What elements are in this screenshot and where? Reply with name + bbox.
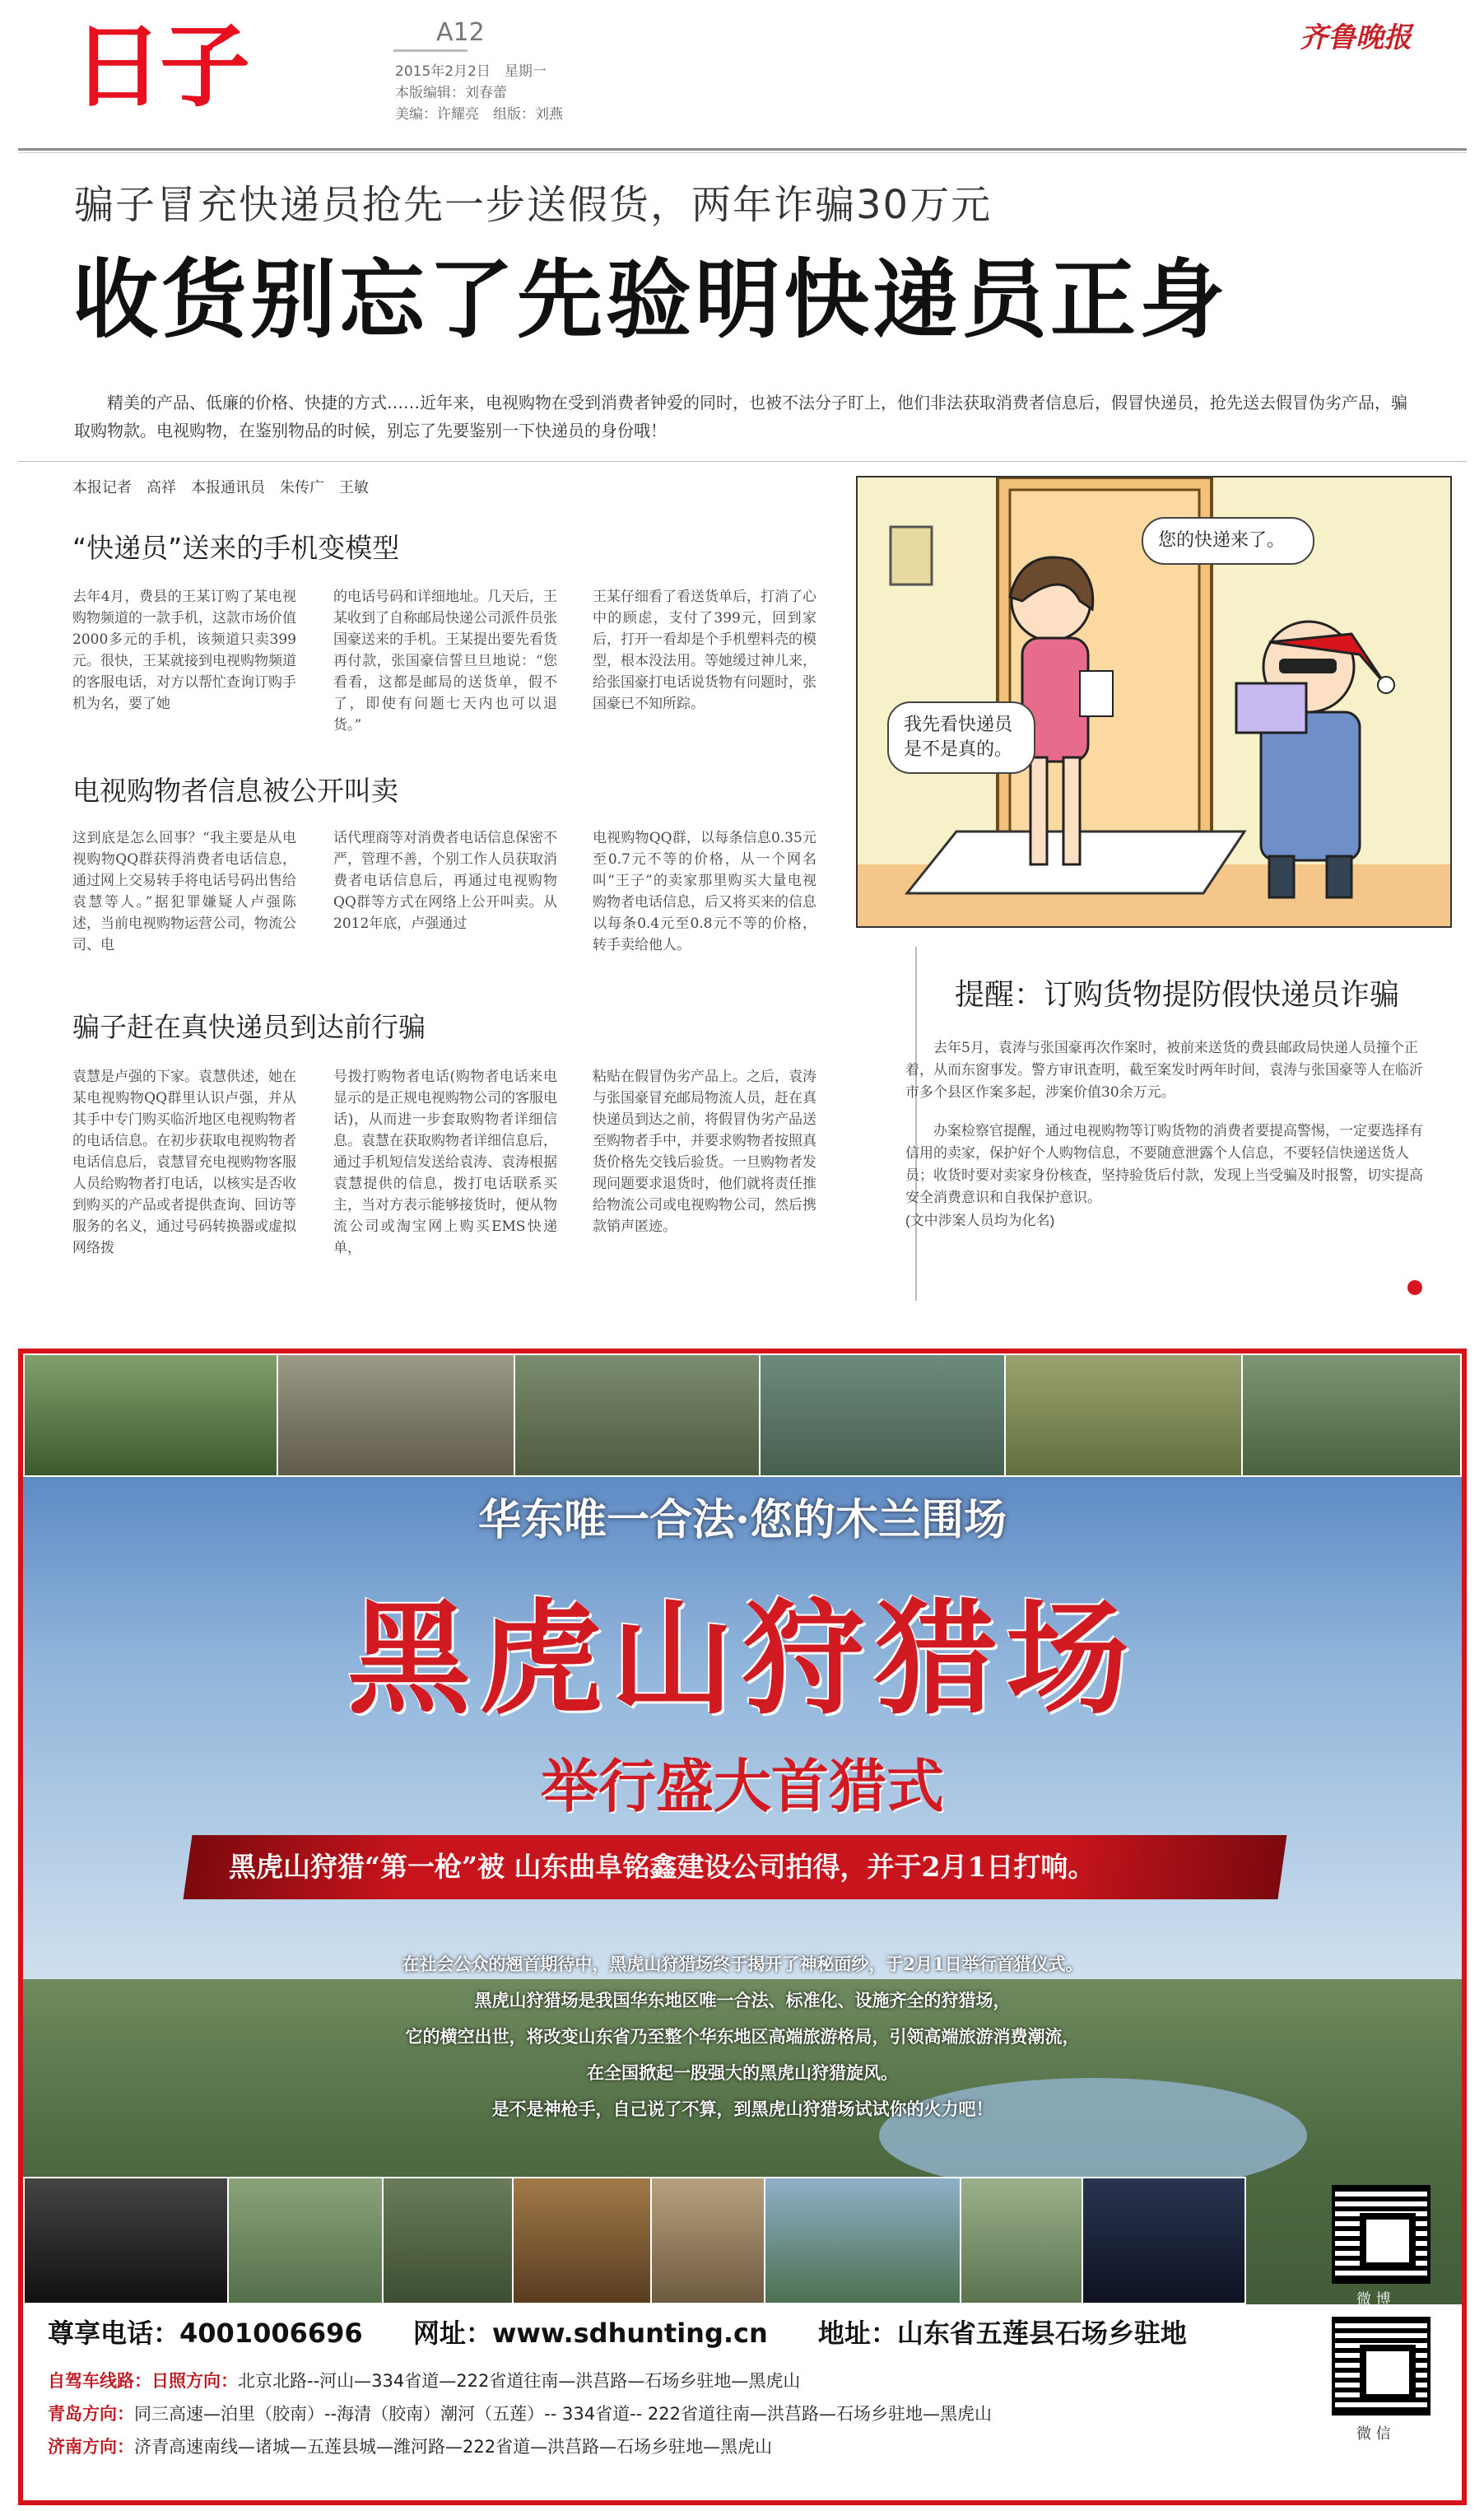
section3-col1: 袁慧是卢强的下家。袁慧供述，她在某电视购物QQ群里认识卢强，并从其手中专门购买临沂地区电视购物者的电话信息。在初步获取电视购物者电话信息后，袁慧冒充电视购物客服人员给购物者打电话，以核实是否收到购买的产品或者提供查询、回访等服务的名义，通过号码转换器或虚拟网络拨 bbox=[72, 1069, 296, 1256]
tip-body bbox=[905, 1037, 1424, 1232]
ad-phone: 尊享电话：4001006696 bbox=[48, 2318, 363, 2349]
ad-address: 地址：山东省五莲县石场乡驻地 bbox=[817, 2318, 1187, 2349]
weixin-label: 微 信 bbox=[1356, 2425, 1391, 2443]
tip-note: (文中涉案人员均为化名) bbox=[905, 1213, 1055, 1228]
photo-night bbox=[1082, 2177, 1246, 2304]
ad-venue-name: 黑虎山狩猎场 bbox=[347, 1586, 1137, 1731]
section1-col1: 去年4月，费县的王某订购了某电视购物频道的一款手机，这款市场价值2000多元的手机，该频道只卖399元。很快，王某就接到电视购物频道的客服电话，对方以帮忙查询订购手机为名，要了她 bbox=[72, 589, 296, 712]
photo-hall bbox=[512, 2177, 652, 2304]
photo-rifle-woman bbox=[759, 1353, 1006, 1477]
route-path: 济青高速南线—诸城—五莲县城—潍河路—222省道—洪莒路—石场乡驻地—黑虎山 bbox=[134, 2437, 773, 2457]
section3-col3: 粘贴在假冒伪劣产品上。之后，袁涛与张国豪冒充邮局物流人员，赶在真快递员到达之前，将假冒伪劣产品送至购物者手中，并要求购物者按照真货价格先交钱后验货。一旦购物者发现问题要求退货时，他们就将责任推给物流公司或电视购物公司，然后携款销声匿迹。 bbox=[593, 1069, 816, 1235]
section1-col3: 王某仔细看了看送货单后，打消了心中的顾虑，支付了399元，回到家后，打开一看却是个手机塑料壳的模型，根本没法用。等她缓过神儿来，给张国豪打电话说货物有问题时，张国豪已不知所踪。 bbox=[593, 589, 816, 712]
photo-atv bbox=[23, 1353, 278, 1477]
ad-body-line: 在全国掀起一股强大的黑虎山狩猎旋风。 bbox=[587, 2062, 898, 2083]
route-path: 北京北路--河山—334省道—222省道往南—洪莒路—石场乡驻地—黑虎山 bbox=[238, 2371, 801, 2391]
newspaper-logo: 齐鲁晚报 bbox=[1300, 21, 1412, 54]
hunting-advertisement bbox=[18, 1349, 1467, 2505]
tip-paragraph-1: 去年5月，袁涛与张国豪再次作案时，被前来送货的费县邮政局快递人员撞个正着，从而东窗事发。警方审讯查明，截至案发时两年时间，袁涛与张国豪等人在临沂市多个县区作案多起，涉案价值30余万元。 bbox=[905, 1040, 1423, 1101]
masthead-meta bbox=[395, 61, 563, 125]
ad-route-qingdao bbox=[48, 2401, 992, 2425]
ad-website[interactable]: 网址：www.sdhunting.cn bbox=[412, 2318, 768, 2349]
lead-divider bbox=[18, 461, 1467, 462]
weixin-qr-code[interactable] bbox=[1332, 2317, 1431, 2415]
top-rule bbox=[18, 148, 1467, 151]
ad-body-line: 黑虎山狩猎场是我国华东地区唯一合法、标准化、设施齐全的狩猎场， bbox=[474, 1990, 1011, 2010]
ad-body-line: 在社会公众的翘首期待中，黑虎山狩猎场终于揭开了神秘面纱，于2月1日举行首猎仪式。 bbox=[402, 1954, 1083, 1974]
route-label: 自驾车线路： bbox=[48, 2371, 151, 2391]
section2-col1: 这到底是怎么回事？“我主要是从电视购物QQ群获得消费者电话信息，通过网上交易转手将电话号码出售给袁慧等人。”据犯罪嫌疑人卢强陈述，当前电视购物运营公司，物流公司、电 bbox=[72, 830, 296, 953]
ad-event-title: 举行盛大首猎式 bbox=[541, 1752, 944, 1820]
photo-jeep bbox=[23, 2177, 229, 2304]
ad-ribbon-text: 黑虎山狩猎“第一枪”被 山东曲阜铭鑫建设公司拍得，并于2月1日打响。 bbox=[229, 1851, 1096, 1883]
ad-slogan: 华东唯一合法·您的木兰围场 bbox=[477, 1495, 1007, 1545]
ad-route-rizhao bbox=[48, 2368, 800, 2392]
tip-title: 提醒：订购货物提防假快递员诈骗 bbox=[955, 978, 1400, 1012]
route-direction: 日照方向： bbox=[151, 2371, 238, 2391]
photo-dining bbox=[650, 2177, 765, 2304]
courier-speech-bubble: 您的快递来了。 bbox=[1142, 517, 1314, 565]
weibo-label: 微 博 bbox=[1356, 2291, 1391, 2308]
section2-col2: 话代理商等对消费者电话信息保密不严，管理不善，个别工作人员获取消费者电话信息后，再通过电视购物QQ群等方式在网络上公开叫卖。从2012年底，卢强通过 bbox=[333, 830, 557, 932]
article-byline: 本报记者 高祥 本报通讯员 朱传广 王敏 bbox=[72, 479, 369, 496]
design-credit: 美编：许耀亮 组版：刘燕 bbox=[395, 106, 563, 123]
issue-date: 2015年2月2日 星期一 bbox=[395, 63, 547, 80]
ad-contact-line bbox=[48, 2313, 1187, 2350]
photo-people bbox=[960, 2177, 1083, 2304]
cartoon-illustration bbox=[856, 476, 1452, 928]
photo-goats bbox=[1004, 1353, 1243, 1477]
ad-body bbox=[23, 1946, 1462, 2127]
photo-hunter-aiming bbox=[277, 1353, 515, 1477]
section1-col2: 的电话号码和详细地址。几天后，王某收到了自称邮局快递公司派件员张国豪送来的手机。王某提出要先看货再付款，张国豪信誓旦旦地说：“您看看，这都是邮局的送货单，假不了，即使有问题七天内也可以退货。” bbox=[333, 589, 557, 734]
section-logo: 日子 bbox=[72, 14, 247, 119]
ad-body-line: 是不是神枪手，自己说了不算，到黑虎山狩猎场试试你的火力吧！ bbox=[491, 2099, 993, 2119]
ad-body-line: 它的横空出世，将改变山东省乃至整个华东地区高端旅游格局，引领高端旅游消费潮流， bbox=[405, 2026, 1080, 2047]
woman-speech-bubble: 我先看快递员是不是真的。 bbox=[887, 701, 1035, 774]
ad-route-jinan bbox=[48, 2434, 772, 2458]
photo-archer bbox=[514, 1353, 761, 1477]
route-direction: 济南方向： bbox=[48, 2437, 134, 2457]
top-rule-thin bbox=[18, 152, 1467, 153]
end-mark bbox=[1407, 1280, 1422, 1295]
section-title-2: 电视购物者信息被公开叫卖 bbox=[72, 775, 398, 807]
article-subhead: 骗子冒充快递员抢先一步送假货，两年诈骗30万元 bbox=[74, 182, 993, 228]
route-direction: 青岛方向： bbox=[48, 2404, 134, 2424]
editor-credit: 本版编辑：刘春蕾 bbox=[395, 85, 507, 101]
section-title-1: “快递员”送来的手机变模型 bbox=[72, 532, 400, 564]
section2-col3: 电视购物QQ群，以每条信息0.35元至0.7元不等的价格，从一个网名叫“王子”的卖家那里购买大量电视购物者电话信息，后又将买来的信息以每条0.4元至0.8元不等的价格，转手卖给他人。 bbox=[593, 830, 816, 953]
route-path: 同三高速—泊里（胶南）--海清（胶南）潮河（五莲）-- 334省道-- 222省道往南—洪莒路—石场乡驻地—黑虎山 bbox=[134, 2404, 992, 2424]
section-title-3: 骗子赶在真快递员到达前行骗 bbox=[72, 1011, 426, 1043]
section3-col2: 号拨打购物者电话(购物者电话来电显示的是正规电视购物公司的客服电话)，从而进一步套取购物者详细信息。袁慧在获取购物者详细信息后，通过手机短信发送给袁涛、袁涛根据袁慧提供的信息，拨打电话联系买主，当对方表示能够接货时，便从物流公司或淘宝网上购买EMS快递单， bbox=[333, 1069, 557, 1256]
article-lead: 精美的产品、低廉的价格、快捷的方式……近年来，电视购物在受到消费者钟爱的同时，也被不法分子盯上，他们非法获取消费者信息后，假冒快递员，抢先送去假冒伪劣产品，骗取购物款。电视购物，在鉴别物品的时候，别忘了先要鉴别一下快递员的身份哦！ bbox=[74, 393, 1407, 440]
page-number: A12 bbox=[436, 18, 485, 47]
photo-hunters bbox=[382, 2177, 514, 2304]
photo-shooter bbox=[1241, 1353, 1462, 1477]
masthead-divider bbox=[393, 49, 468, 52]
tip-paragraph-2: 办案检察官提醒，通过电视购物等订购货物的消费者要提高警惕，一定要选择有信用的卖家，保护好个人购物信息，不要随意泄露个人信息，不要轻信快递送货人员；收货时要对卖家身份核查，坚持验货后付款，发现上当受骗及时报警，切实提高安全消费意识和自我保护意识。 bbox=[905, 1123, 1423, 1206]
article-headline: 收货别忘了先验明快递员正身 bbox=[72, 249, 1229, 350]
photo-group bbox=[227, 2177, 384, 2304]
photo-lodge bbox=[764, 2177, 961, 2304]
weibo-qr-code[interactable] bbox=[1332, 2185, 1431, 2284]
